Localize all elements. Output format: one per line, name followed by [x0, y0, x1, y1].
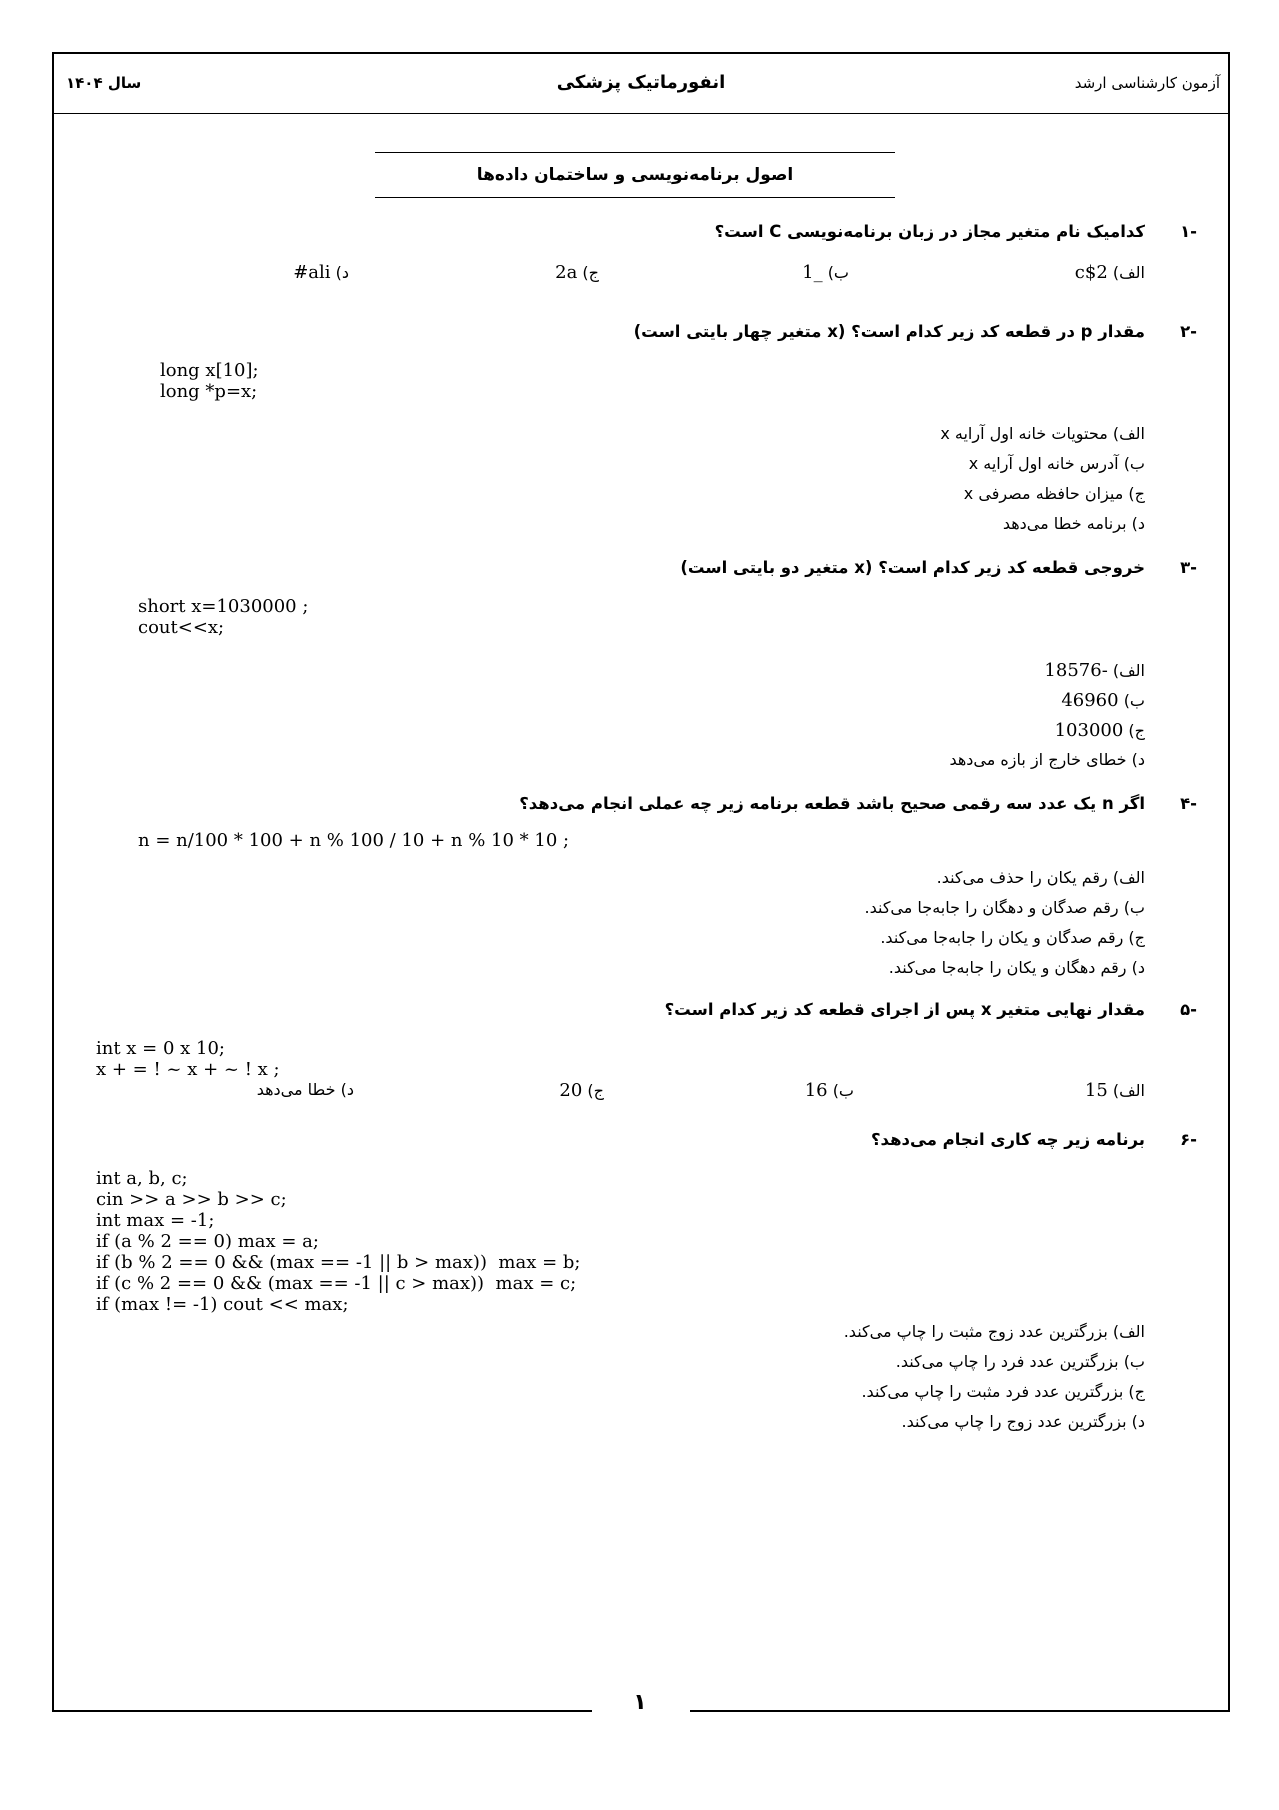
question-number: -۵: [1180, 1000, 1197, 1019]
subject-title: انفورماتیک پزشکی: [556, 72, 726, 93]
exam-year: سال ۱۴۰۴: [66, 74, 142, 92]
exam-name: آزمون کارشناسی ارشد: [1074, 74, 1220, 92]
question-text: برنامه زیر چه کاری انجام می‌دهد؟: [870, 1130, 1145, 1149]
option-c: ج) 2a: [555, 262, 599, 283]
code-block: int a, b, c; cin >> a >> b >> c; int max = -1; if (a % 2 == 0) max = a; if (b % 2 == 0 && (max == -1 || b > max)) max = b; if (c % 2 == 0 && (max == -1 || c > max)) max = c; if (max != -1) cout << max;: [96, 1168, 581, 1315]
question-text: خروجی قطعه کد زیر کدام است؟ (x متغیر دو بایتی است): [680, 558, 1145, 577]
page-number: ۱: [633, 1690, 647, 1715]
option-d: د) ali#: [293, 262, 349, 283]
option-a: الف) رقم یکان را حذف می‌کند.: [936, 868, 1145, 887]
question-text: اگر n یک عدد سه رقمی صحیح باشد قطعه برنامه زیر چه عملی انجام می‌دهد؟: [519, 794, 1145, 813]
question-number: -۶: [1180, 1130, 1197, 1149]
question-number: -۲: [1180, 322, 1197, 341]
option-a: الف) c$2: [1074, 262, 1145, 283]
option-a: الف) بزرگترین عدد زوج مثبت را چاپ می‌کند.: [843, 1322, 1145, 1341]
footer-rule-right: [690, 1710, 1230, 1712]
option-b: ب) 46960: [1061, 690, 1145, 711]
code-block: short x=1030000 ; cout<<x;: [138, 596, 309, 638]
question-number: -۳: [1180, 558, 1197, 577]
question-text: مقدار نهایی متغیر x پس از اجرای قطعه کد زیر کدام است؟: [664, 1000, 1145, 1019]
option-d: د) بزرگترین عدد زوج را چاپ می‌کند.: [901, 1412, 1145, 1431]
option-b: ب) آدرس خانه اول آرایه x: [968, 454, 1145, 473]
option-c: ج) بزرگترین عدد فرد مثبت را چاپ می‌کند.: [861, 1382, 1145, 1401]
option-d: د) رقم دهگان و یکان را جابه‌جا می‌کند.: [888, 958, 1145, 977]
question-number: -۴: [1180, 794, 1197, 813]
section-title: اصول برنامه‌نویسی و ساختمان داده‌ها: [375, 152, 895, 198]
question-number: -۱: [1180, 222, 1197, 241]
option-c: ج) 103000: [1054, 720, 1145, 741]
option-b: ب) رقم صدگان و دهگان را جابه‌جا می‌کند.: [864, 898, 1145, 917]
question-text: کدامیک نام متغیر مجاز در زبان برنامه‌نویسی C است؟: [714, 222, 1145, 241]
page-header: [52, 52, 1230, 114]
option-d: د) برنامه خطا می‌دهد: [1002, 514, 1145, 533]
code-block: int x = 0 x 10; x + = ! ~ x + ~ ! x ;: [96, 1038, 280, 1080]
question-text: مقدار p در قطعه کد زیر کدام است؟ (x متغیر چهار بایتی است): [633, 322, 1145, 341]
option-d: د) خطای خارج از بازه می‌دهد: [949, 750, 1145, 769]
option-c: ج) 20: [559, 1080, 604, 1101]
option-a: الف) محتویات خانه اول آرایه x: [940, 424, 1145, 443]
option-b: ب) 16: [804, 1080, 854, 1101]
option-c: ج) میزان حافظه مصرفی x: [963, 484, 1145, 503]
option-a: الف) 15: [1084, 1080, 1145, 1101]
code-block: long x[10]; long *p=x;: [160, 360, 259, 402]
option-d: د) خطا می‌دهد: [256, 1080, 354, 1099]
option-b: ب) بزرگترین عدد فرد را چاپ می‌کند.: [895, 1352, 1145, 1371]
option-b: ب) _1: [802, 262, 849, 283]
option-a: الف) -18576: [1044, 660, 1145, 681]
code-block: n = n/100 * 100 + n % 100 / 10 + n % 10 * 10 ;: [138, 830, 570, 851]
option-c: ج) رقم صدگان و یکان را جابه‌جا می‌کند.: [880, 928, 1145, 947]
footer-rule-left: [52, 1710, 592, 1712]
